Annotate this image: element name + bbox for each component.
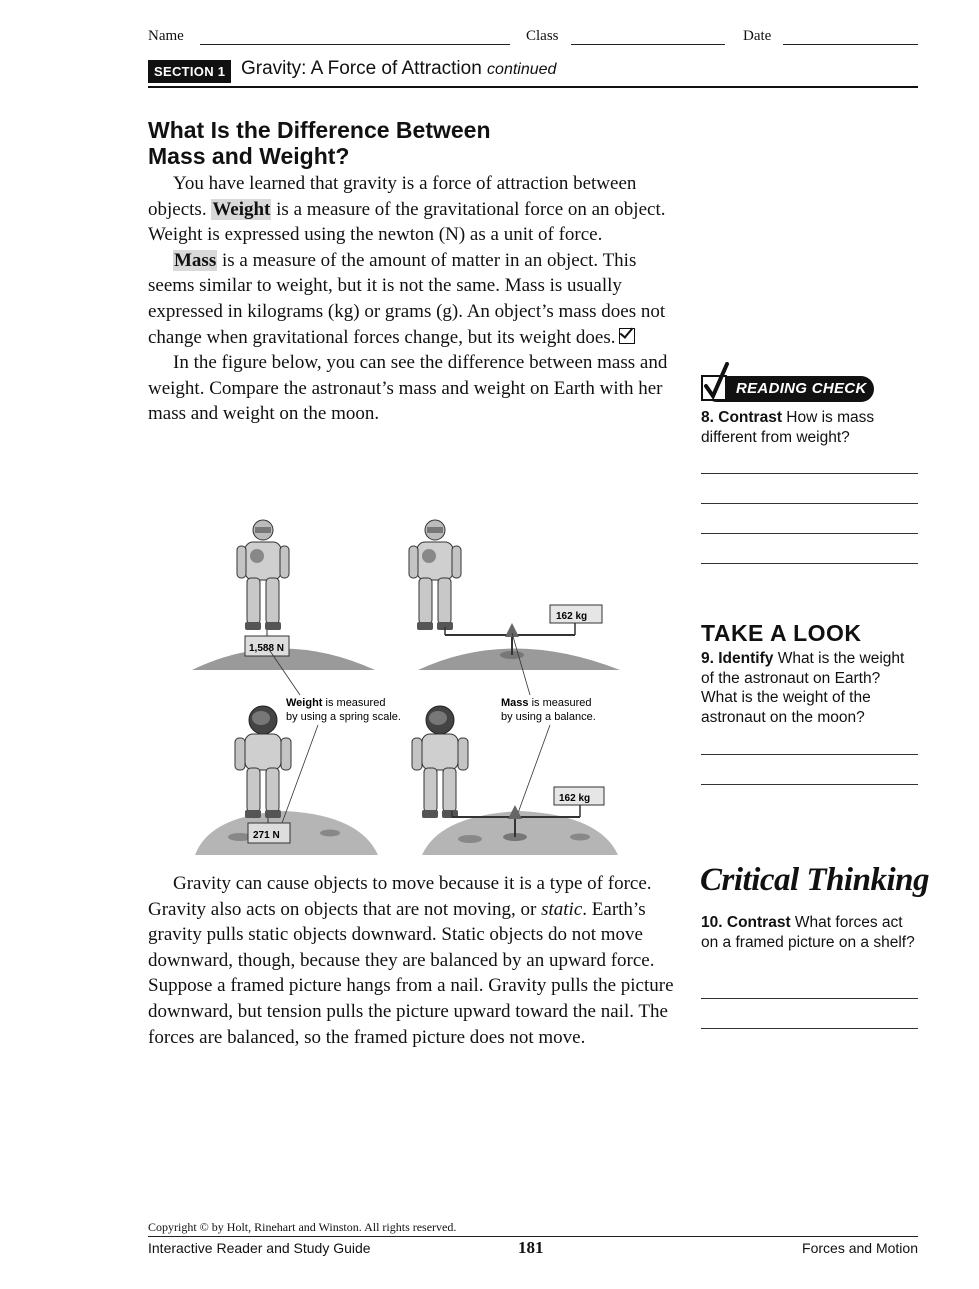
heading-line-2: Mass and Weight? (148, 143, 350, 169)
footer-book-title: Interactive Reader and Study Guide (148, 1240, 371, 1256)
q8-answer-line-4[interactable] (701, 563, 918, 564)
reading-check-label: READING CHECK (736, 380, 867, 397)
q8-number: 8. (701, 409, 714, 426)
moon-weight-label: 271 N (253, 830, 280, 841)
term-mass: Mass (174, 249, 217, 271)
q8-answer-line-2[interactable] (701, 503, 918, 504)
svg-text:Weight is measured (286, 697, 385, 709)
section-badge: SECTION 1 (148, 60, 231, 83)
q9-number: 9. (701, 650, 714, 667)
q9-answer-line-1[interactable] (701, 754, 918, 755)
weight-caption-rest1: is measured (322, 697, 386, 709)
moon-mass-label: 162 kg (559, 793, 591, 804)
footer-divider (148, 1236, 918, 1237)
date-field-line[interactable] (783, 44, 918, 45)
q10-number: 10. (701, 914, 723, 931)
earth-ground-right (418, 649, 620, 671)
reading-check-checkbox-icon (619, 328, 635, 344)
p1-text-b: is a measure of the gravitational force on an object. Weight is expressed using the newton (N) as a unit of force. (148, 198, 666, 246)
earth-astronaut-scale (237, 520, 289, 656)
earth-mass-label: 162 kg (556, 611, 588, 622)
paragraph-static (148, 871, 676, 1050)
question-8 (701, 408, 919, 447)
earth-weight-label: 1,588 N (249, 643, 285, 654)
footer-chapter-title: Forces and Motion (802, 1240, 918, 1256)
mass-caption-rest1: is measured (528, 697, 592, 709)
p4-text-a: Gravity can cause objects to move because it is a type of force. Gravity also acts on objects that are not moving, or (148, 873, 652, 920)
q9-answer-line-2[interactable] (701, 784, 918, 785)
section-title (241, 58, 556, 80)
static-gravity-text (148, 871, 676, 1050)
reading-check-checkmark-icon (700, 362, 730, 402)
p1-text-a: You have learned that gravity is a force of attraction between objects. (148, 173, 637, 220)
section-header (148, 58, 918, 88)
q10-answer-line-1[interactable] (701, 998, 918, 999)
weight-caption-rest2: by using a spring scale. (286, 711, 401, 723)
p4-text-b: . Earth’s gravity pulls static objects downward. Static objects do not move downward, though, because they are balanced by an upward force. Suppose a framed picture hangs from a nail. Gravity pulls the picture downward, but tension pulls the picture upward toward the nail. The forces are balanced, so the framed picture does not move. (148, 898, 674, 1048)
page-number: 181 (518, 1238, 544, 1257)
q8-answer-line-1[interactable] (701, 473, 918, 474)
name-class-date-row (148, 28, 918, 48)
name-label: Name (148, 28, 184, 44)
class-label: Class (526, 28, 559, 44)
q8-label: Contrast (718, 409, 782, 426)
copyright-notice: Copyright © by Holt, Rinehart and Winston. All rights reserved. (148, 1220, 457, 1234)
weight-caption-bold: Weight (286, 697, 323, 709)
critical-thinking-heading: Critical Thinking (700, 862, 929, 898)
q9-text: What is the weight of the astronaut on Earth? What is the weight of the astronaut on the moon? (701, 650, 905, 726)
mass-caption-rest2: by using a balance. (501, 711, 596, 723)
q8-answer-line-3[interactable] (701, 533, 918, 534)
question-10 (701, 913, 919, 952)
term-weight: Weight (212, 198, 271, 220)
take-a-look-heading: TAKE A LOOK (701, 620, 862, 646)
section-continued: continued (487, 61, 557, 78)
q8-text: How is mass different from weight? (701, 409, 875, 446)
date-label: Date (743, 28, 772, 44)
intro-text (148, 171, 676, 427)
paragraph-weight (148, 171, 676, 248)
section-title-text: Gravity: A Force of Attraction (241, 58, 482, 79)
heading-line-1: What Is the Difference Between (148, 117, 491, 143)
question-9 (701, 649, 919, 727)
p2-text: is a measure of the amount of matter in an object. This seems similar to weight, but it is not the same. Mass is usually expressed in kilograms (kg) or grams (g). An object’s mass does not change when gravitational forces change, but its weight does. (148, 249, 666, 348)
earth-astronaut-balance (409, 520, 602, 659)
main-heading (148, 117, 668, 169)
paragraph-figure-intro: In the figure below, you can see the difference between mass and weight. Compare the astronaut’s mass and weight on Earth with her mass and weight on the moon. (148, 352, 668, 425)
class-field-line[interactable] (571, 44, 725, 45)
q9-label: Identify (718, 650, 774, 667)
q10-text: What forces act on a framed picture on a shelf? (701, 914, 915, 951)
q10-answer-line-2[interactable] (701, 1028, 918, 1029)
q10-label: Contrast (726, 914, 791, 931)
paragraph-mass (148, 248, 676, 350)
mass-caption-bold: Mass (501, 697, 529, 709)
mass-weight-figure (190, 515, 630, 860)
term-static: static (541, 898, 583, 920)
svg-text:Mass is measured (501, 697, 592, 709)
name-field-line[interactable] (200, 44, 510, 45)
